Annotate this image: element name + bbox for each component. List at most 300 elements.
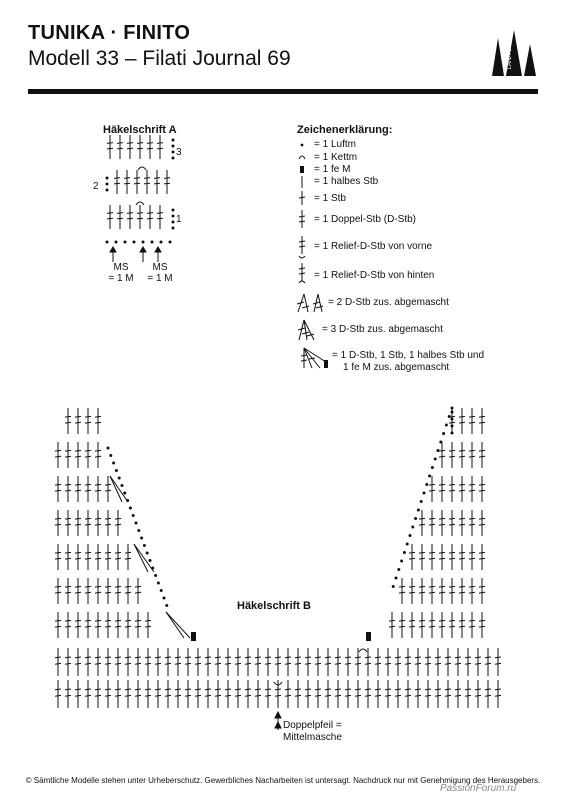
treble-stitch [75, 578, 81, 604]
chain-dot [397, 568, 400, 571]
treble-stitch [164, 170, 170, 194]
treble-stitch [225, 680, 231, 708]
treble-stitch [65, 578, 71, 604]
treble-stitch [147, 135, 153, 159]
treble-stitch [415, 680, 421, 708]
treble-stitch [425, 648, 431, 676]
treble-stitch [455, 648, 461, 676]
treble-stitch [75, 476, 81, 502]
treble-stitch [469, 476, 475, 502]
treble-stitch [245, 648, 251, 676]
treble-stitch [144, 170, 150, 194]
legend-item-11 [332, 350, 484, 374]
treble-stitch [85, 612, 91, 638]
treble-stitch [455, 680, 461, 708]
treble-stitch [225, 648, 231, 676]
treble-stitch [335, 648, 341, 676]
treble-stitch [95, 442, 101, 468]
chain-dot [451, 425, 454, 428]
treble-stitch [55, 648, 61, 676]
treble-stitch [135, 578, 141, 604]
treble-stitch [95, 648, 101, 676]
treble-stitch [449, 510, 455, 536]
chain-dot [423, 492, 426, 495]
treble-stitch [395, 680, 401, 708]
legend-item-7: = 1 Relief-D-Stb von vorne [314, 241, 433, 252]
treble-stitch [95, 408, 101, 434]
treble-stitch [55, 544, 61, 570]
treble-stitch [135, 648, 141, 676]
legend-slip-stitch-icon [299, 156, 305, 159]
treble-stitch [459, 408, 465, 434]
chain-dot [420, 500, 423, 503]
treble-stitch [389, 612, 395, 638]
treble-stitch [465, 648, 471, 676]
treble-stitch [157, 135, 163, 159]
treble-stitch [175, 648, 181, 676]
chain-dot [129, 507, 132, 510]
treble-stitch [85, 680, 91, 708]
treble-stitch [399, 578, 405, 604]
treble-stitch [395, 648, 401, 676]
treble-stitch [55, 612, 61, 638]
treble-stitch [85, 476, 91, 502]
chain-dot [451, 418, 454, 421]
legend-title: Zeichenerklärung: [297, 124, 393, 136]
treble-stitch [135, 612, 141, 638]
treble-stitch [485, 680, 491, 708]
treble-stitch [154, 170, 160, 194]
treble-stitch [125, 648, 131, 676]
decrease-line [166, 612, 184, 638]
legend-item-8: = 1 Relief-D-Stb von hinten [314, 270, 435, 281]
treble-stitch [469, 612, 475, 638]
treble-stitch [95, 680, 101, 708]
treble-stitch [419, 544, 425, 570]
treble-stitch [115, 680, 121, 708]
chain-dot [172, 145, 175, 148]
chain-dot [106, 241, 109, 244]
treble-stitch [459, 578, 465, 604]
treble-stitch [409, 544, 415, 570]
treble-stitch [85, 578, 91, 604]
treble-stitch [125, 612, 131, 638]
logo-text: LANA GROSSA [507, 26, 513, 70]
treble-stitch [137, 205, 143, 229]
treble-stitch [115, 510, 121, 536]
chain-dot [439, 441, 442, 444]
treble-stitch [445, 680, 451, 708]
treble-stitch [195, 680, 201, 708]
legend-item-3: = 1 fe M [314, 164, 351, 175]
treble-stitch [95, 578, 101, 604]
treble-stitch [115, 578, 121, 604]
treble-stitch [479, 510, 485, 536]
treble-stitch [439, 510, 445, 536]
chain-dot [160, 589, 163, 592]
treble-stitch [479, 578, 485, 604]
legend-chain-dot-icon [301, 144, 304, 147]
treble-stitch [127, 135, 133, 159]
treble-stitch [105, 544, 111, 570]
chain-dot [437, 449, 440, 452]
legend-item-6: = 1 Doppel-Stb (D-Stb) [314, 214, 416, 225]
chain-dot [118, 477, 121, 480]
chain-dot [172, 157, 175, 160]
treble-stitch [459, 544, 465, 570]
chain-dot [403, 551, 406, 554]
treble-stitch [95, 510, 101, 536]
chain-dot [451, 432, 454, 435]
chain-dot [154, 574, 157, 577]
page-subtitle: Modell 33 – Filati Journal 69 [28, 47, 291, 70]
treble-stitch [75, 408, 81, 434]
treble-stitch [55, 680, 61, 708]
chain-dot [451, 411, 454, 414]
treble-stitch [107, 135, 113, 159]
treble-stitch [134, 170, 140, 194]
chain-dot [442, 432, 445, 435]
double-arrow-head-bottom [275, 722, 281, 728]
treble-stitch [145, 680, 151, 708]
chain-dot [163, 597, 166, 600]
chain-dot [109, 454, 112, 457]
ms-label-right-line1: MS [152, 262, 168, 273]
treble-stitch [429, 510, 435, 536]
watermark: PassionForum.ru [440, 783, 517, 794]
treble-stitch [105, 578, 111, 604]
treble-stitch [275, 648, 281, 676]
treble-stitch [95, 544, 101, 570]
treble-stitch [145, 648, 151, 676]
treble-stitch [415, 648, 421, 676]
legend-item-10: = 3 D-Stb zus. abgemascht [322, 324, 443, 335]
treble-stitch [75, 680, 81, 708]
treble-stitch [459, 476, 465, 502]
treble-stitch [105, 476, 111, 502]
treble-stitch [495, 680, 501, 708]
arrow-head [155, 247, 161, 252]
arrow-label-line2: Mittelmasche [283, 732, 342, 743]
treble-stitch [145, 612, 151, 638]
treble-stitch [117, 205, 123, 229]
treble-stitch [115, 648, 121, 676]
treble-stitch [85, 510, 91, 536]
ms-label-left [107, 262, 135, 284]
treble-stitch [115, 544, 121, 570]
treble-stitch [135, 680, 141, 708]
treble-stitch [475, 680, 481, 708]
chain-dot [392, 585, 395, 588]
chain-dot [107, 447, 110, 450]
treble-stitch [459, 510, 465, 536]
chain-dot [428, 475, 431, 478]
treble-stitch [195, 648, 201, 676]
treble-stitch [439, 442, 445, 468]
chain-dot [172, 209, 175, 212]
slip-stitch [138, 167, 146, 170]
treble-stitch [345, 680, 351, 708]
decrease-line [134, 544, 154, 572]
treble-stitch [479, 442, 485, 468]
page-title: TUNIKA · FINITO [28, 22, 191, 44]
legend-item-5: = 1 Stb [314, 193, 346, 204]
slip-stitch [136, 202, 144, 205]
treble-stitch [475, 648, 481, 676]
arrow-label-line1: Doppelpfeil = [283, 720, 342, 731]
chain-dot [172, 151, 175, 154]
chain-dot [140, 537, 143, 540]
treble-stitch [419, 612, 425, 638]
treble-stitch [409, 612, 415, 638]
treble-stitch [265, 648, 271, 676]
chart-a-symbols [106, 135, 175, 262]
treble-stitch [405, 680, 411, 708]
arrow-head [110, 247, 116, 252]
treble-stitch [65, 648, 71, 676]
decrease-line [110, 476, 122, 502]
treble-stitch [345, 648, 351, 676]
chain-dot [106, 177, 109, 180]
chain-dot [137, 529, 140, 532]
treble-stitch [65, 442, 71, 468]
treble-stitch [405, 648, 411, 676]
treble-stitch [295, 680, 301, 708]
chart-b-title: Häkelschrift B [237, 600, 311, 612]
treble-stitch [439, 578, 445, 604]
treble-stitch [399, 612, 405, 638]
treble-stitch [115, 612, 121, 638]
treble-stitch [215, 648, 221, 676]
legend-two-treble-together-icon [297, 294, 323, 312]
treble-stitch [439, 544, 445, 570]
treble-stitch [125, 578, 131, 604]
chain-dot [133, 241, 136, 244]
treble-stitch [429, 476, 435, 502]
treble-stitch [449, 442, 455, 468]
treble-stitch [65, 408, 71, 434]
treble-stitch [125, 680, 131, 708]
chain-dot [172, 215, 175, 218]
treble-stitch [325, 680, 331, 708]
chain-dot [115, 241, 118, 244]
chart-a-row-number-1: 1 [176, 214, 182, 225]
chain-dot [172, 227, 175, 230]
treble-stitch [124, 170, 130, 194]
treble-stitch [127, 205, 133, 229]
legend-mixed-decrease-icon [301, 348, 328, 368]
treble-stitch [65, 680, 71, 708]
chain-dot [400, 560, 403, 563]
legend-item-4: = 1 halbes Stb [314, 176, 379, 187]
chain-dot [151, 241, 154, 244]
treble-stitch [295, 648, 301, 676]
treble-stitch [55, 442, 61, 468]
chain-dot [448, 415, 451, 418]
treble-stitch [365, 648, 371, 676]
treble-stitch [265, 680, 271, 708]
treble-stitch [75, 442, 81, 468]
treble-stitch [459, 612, 465, 638]
chain-dot [112, 462, 115, 465]
treble-stitch [335, 680, 341, 708]
legend-relief-front-icon [299, 236, 305, 258]
chain-dot [431, 466, 434, 469]
legend-three-treble-together-icon [298, 320, 314, 340]
treble-stitch [479, 544, 485, 570]
treble-stitch [469, 408, 475, 434]
chart-a-title: Häkelschrift A [103, 124, 177, 136]
treble-stitch [449, 544, 455, 570]
treble-stitch [445, 648, 451, 676]
chain-dot [411, 526, 414, 529]
treble-stitch [105, 680, 111, 708]
chain-dot [172, 221, 175, 224]
chain-dot [135, 522, 138, 525]
chain-dot [165, 604, 168, 607]
treble-stitch [55, 578, 61, 604]
treble-stitch [155, 680, 161, 708]
chart-a-row-number-2: 2 [93, 181, 99, 192]
ms-label-left-line1: MS [113, 262, 129, 273]
decrease-line [134, 544, 148, 572]
chain-dot [106, 183, 109, 186]
treble-stitch [95, 612, 101, 638]
treble-stitch [157, 205, 163, 229]
chain-dot [146, 552, 149, 555]
chart-b-diagram [50, 400, 510, 730]
treble-stitch [235, 680, 241, 708]
treble-stitch [105, 510, 111, 536]
treble-stitch [449, 476, 455, 502]
treble-stitch [75, 612, 81, 638]
treble-stitch [85, 408, 91, 434]
treble-stitch [435, 648, 441, 676]
double-arrow-head-top [275, 712, 281, 718]
treble-stitch [305, 680, 311, 708]
chain-dot [425, 483, 428, 486]
treble-stitch [65, 612, 71, 638]
chart-a-row-number-3: 3 [176, 147, 182, 158]
treble-stitch [107, 205, 113, 229]
treble-stitch [429, 578, 435, 604]
treble-stitch [365, 680, 371, 708]
treble-stitch [185, 648, 191, 676]
treble-stitch [449, 578, 455, 604]
chain-dot [417, 509, 420, 512]
treble-stitch [385, 648, 391, 676]
single-crochet [191, 632, 196, 641]
treble-stitch [479, 408, 485, 434]
brand-logo [484, 18, 538, 80]
treble-stitch [409, 578, 415, 604]
treble-stitch [469, 510, 475, 536]
treble-stitch [114, 170, 120, 194]
treble-stitch [55, 510, 61, 536]
arrow-label [283, 720, 342, 744]
treble-stitch [479, 476, 485, 502]
treble-stitch [375, 680, 381, 708]
treble-stitch [105, 612, 111, 638]
treble-stitch [105, 648, 111, 676]
legend-double-crochet-icon [299, 191, 305, 205]
chain-dot [149, 559, 152, 562]
chain-dot [142, 241, 145, 244]
treble-stitch [85, 544, 91, 570]
treble-stitch [485, 648, 491, 676]
chain-dot [115, 469, 118, 472]
legend-single-crochet-icon [300, 166, 304, 173]
chain-dot [172, 139, 175, 142]
treble-stitch [315, 648, 321, 676]
treble-stitch [215, 680, 221, 708]
treble-stitch [155, 648, 161, 676]
treble-stitch [255, 648, 261, 676]
legend-item-9: = 2 D-Stb zus. abgemascht [328, 297, 449, 308]
treble-stitch [165, 648, 171, 676]
treble-stitch [425, 680, 431, 708]
chain-dot [395, 577, 398, 580]
chain-dot [157, 582, 160, 585]
treble-stitch [355, 648, 361, 676]
chain-dot [143, 544, 146, 547]
treble-stitch [255, 680, 261, 708]
treble-stitch [117, 135, 123, 159]
treble-stitch [285, 680, 291, 708]
treble-stitch [469, 442, 475, 468]
legend-item-11-line2: 1 fe M zus. abgemascht [343, 362, 450, 373]
treble-stitch [85, 648, 91, 676]
treble-stitch [439, 612, 445, 638]
legend-treble-crochet-icon [299, 210, 305, 228]
legend-item-1: = 1 Luftm [314, 139, 356, 150]
treble-stitch [205, 680, 211, 708]
treble-stitch [469, 544, 475, 570]
chain-dot [414, 517, 417, 520]
legend-item-11-line1: = 1 D-Stb, 1 Stb, 1 halbes Stb und [332, 350, 485, 361]
chain-dot [434, 458, 437, 461]
treble-stitch [465, 680, 471, 708]
treble-stitch [419, 578, 425, 604]
treble-stitch [65, 476, 71, 502]
ms-label-left-line2: = 1 M [108, 273, 134, 284]
treble-stitch [65, 544, 71, 570]
treble-stitch [137, 135, 143, 159]
legend-relief-back-icon [299, 263, 305, 283]
chart-b-symbols [55, 407, 501, 731]
treble-stitch [449, 612, 455, 638]
treble-stitch [165, 680, 171, 708]
chain-dot [160, 241, 163, 244]
treble-stitch [439, 476, 445, 502]
treble-stitch [315, 680, 321, 708]
treble-stitch [175, 680, 181, 708]
chain-dot [169, 241, 172, 244]
treble-stitch [85, 442, 91, 468]
treble-stitch [75, 648, 81, 676]
treble-stitch [55, 476, 61, 502]
treble-stitch [479, 612, 485, 638]
treble-stitch [75, 510, 81, 536]
treble-stitch [75, 544, 81, 570]
single-crochet [366, 632, 371, 641]
ms-label-right-line2: = 1 M [147, 273, 173, 284]
treble-stitch [95, 476, 101, 502]
chain-dot [132, 514, 135, 517]
treble-stitch [185, 680, 191, 708]
chain-dot [406, 543, 409, 546]
treble-stitch [125, 544, 131, 570]
